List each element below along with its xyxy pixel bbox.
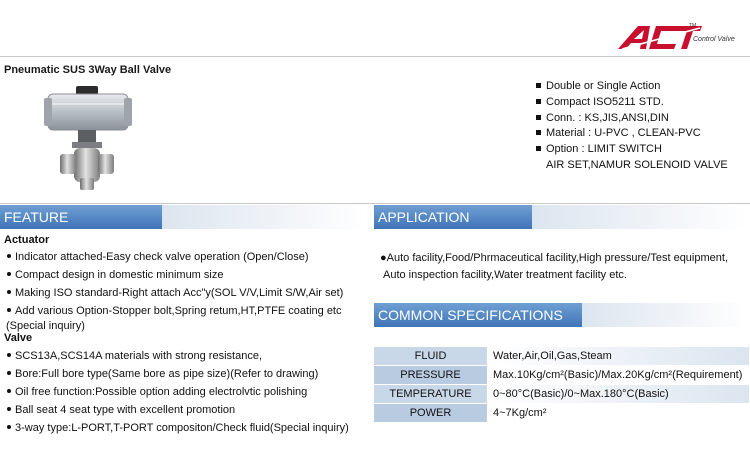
list-item-continuation: (Special inquiry) bbox=[6, 320, 85, 332]
square-bullet-icon bbox=[536, 115, 541, 120]
highlight-item: Double or Single Action bbox=[535, 79, 728, 95]
spec-value-power: 4~7Kg/cm² bbox=[488, 404, 749, 423]
feature-heading: FEATURE bbox=[0, 205, 162, 229]
bullet-icon bbox=[7, 425, 11, 429]
square-bullet-icon bbox=[536, 83, 541, 88]
highlight-item: Material : U-PVC , CLEAN-PVC bbox=[535, 126, 728, 142]
bullet-icon bbox=[7, 272, 11, 276]
specifications-table bbox=[374, 347, 749, 423]
bullet-icon bbox=[7, 308, 11, 312]
bullet-icon bbox=[7, 254, 11, 258]
list-item: Oil free function:Possible option adding electrolvtic polishing bbox=[4, 385, 349, 400]
highlight-item: Option : LIMIT SWITCH bbox=[535, 142, 728, 158]
specifications-heading-fade bbox=[582, 303, 748, 327]
application-line-2: Auto inspection facility,Water treatment facility etc. bbox=[383, 269, 627, 281]
actuator-heading: Actuator bbox=[4, 234, 50, 246]
product-highlights bbox=[535, 79, 728, 174]
highlight-item: Conn. : KS,JIS,ANSI,DIN bbox=[535, 111, 728, 127]
valve-product-image bbox=[40, 82, 152, 194]
list-item: Add various Option-Stopper bolt,Spring retum,HT,PTFE coating etc bbox=[4, 304, 343, 319]
bullet-icon bbox=[7, 290, 11, 294]
actuator-feature-list bbox=[4, 250, 343, 337]
table-row bbox=[374, 366, 749, 385]
bullet-icon bbox=[7, 353, 11, 357]
table-row bbox=[374, 385, 749, 404]
list-item: Bore:Full bore type(Same bore as pipe size)(Refer to drawing) bbox=[4, 367, 349, 382]
highlight-item: Compact ISO5211 STD. bbox=[535, 95, 728, 111]
spec-value-fluid: Water,Air,Oil,Gas,Steam bbox=[488, 347, 749, 366]
list-item: Compact design in domestic minimum size bbox=[4, 268, 343, 283]
valve-feature-list bbox=[4, 349, 349, 439]
bullet-icon bbox=[7, 407, 11, 411]
trademark-mark: TM bbox=[689, 23, 697, 29]
section-divider bbox=[0, 203, 750, 204]
brand-tagline: Control Valve bbox=[693, 36, 735, 43]
list-item: SCS13A,SCS14A materials with strong resistance, bbox=[4, 349, 349, 364]
spec-label-temperature: TEMPERATURE bbox=[374, 385, 488, 404]
square-bullet-icon bbox=[536, 146, 541, 151]
spec-value-pressure: Max.10Kg/cm²(Basic)/Max.20Kg/cm²(Requirement) bbox=[488, 366, 749, 385]
highlight-continuation: AIR SET,NAMUR SOLENOID VALVE bbox=[546, 158, 728, 171]
spec-value-temperature: 0~80°C(Basic)/0~Max.180°C(Basic) bbox=[488, 385, 749, 404]
list-item: Ball seat 4 seat type with excellent promotion bbox=[4, 403, 349, 418]
square-bullet-icon bbox=[536, 130, 541, 135]
application-heading-fade bbox=[532, 205, 748, 229]
table-row bbox=[374, 404, 749, 423]
application-line-1: ●Auto facility,Food/Phrmaceutical facility,High pressure/Test equipment, bbox=[380, 252, 728, 264]
list-item: 3-way type:L-PORT,T-PORT compositon/Check fluid(Special inquiry) bbox=[4, 421, 349, 436]
list-item: Making ISO standard-Right attach Acc"y(SOL V/V,Limit S/W,Air set) bbox=[4, 286, 343, 301]
list-item: Indicator attached-Easy check valve operation (Open/Close) bbox=[4, 250, 343, 265]
product-title: Pneumatic SUS 3Way Ball Valve bbox=[4, 64, 172, 76]
header-divider bbox=[0, 56, 750, 57]
bullet-icon bbox=[7, 389, 11, 393]
application-heading: APPLICATION bbox=[374, 205, 532, 229]
spec-label-fluid: FLUID bbox=[374, 347, 488, 366]
specifications-heading: COMMON SPECIFICATIONS bbox=[374, 303, 582, 327]
bullet-icon bbox=[7, 371, 11, 375]
feature-heading-fade bbox=[162, 205, 368, 229]
spec-label-power: POWER bbox=[374, 404, 488, 423]
square-bullet-icon bbox=[536, 99, 541, 104]
spec-label-pressure: PRESSURE bbox=[374, 366, 488, 385]
valve-heading: Valve bbox=[4, 332, 33, 344]
table-row bbox=[374, 347, 749, 366]
